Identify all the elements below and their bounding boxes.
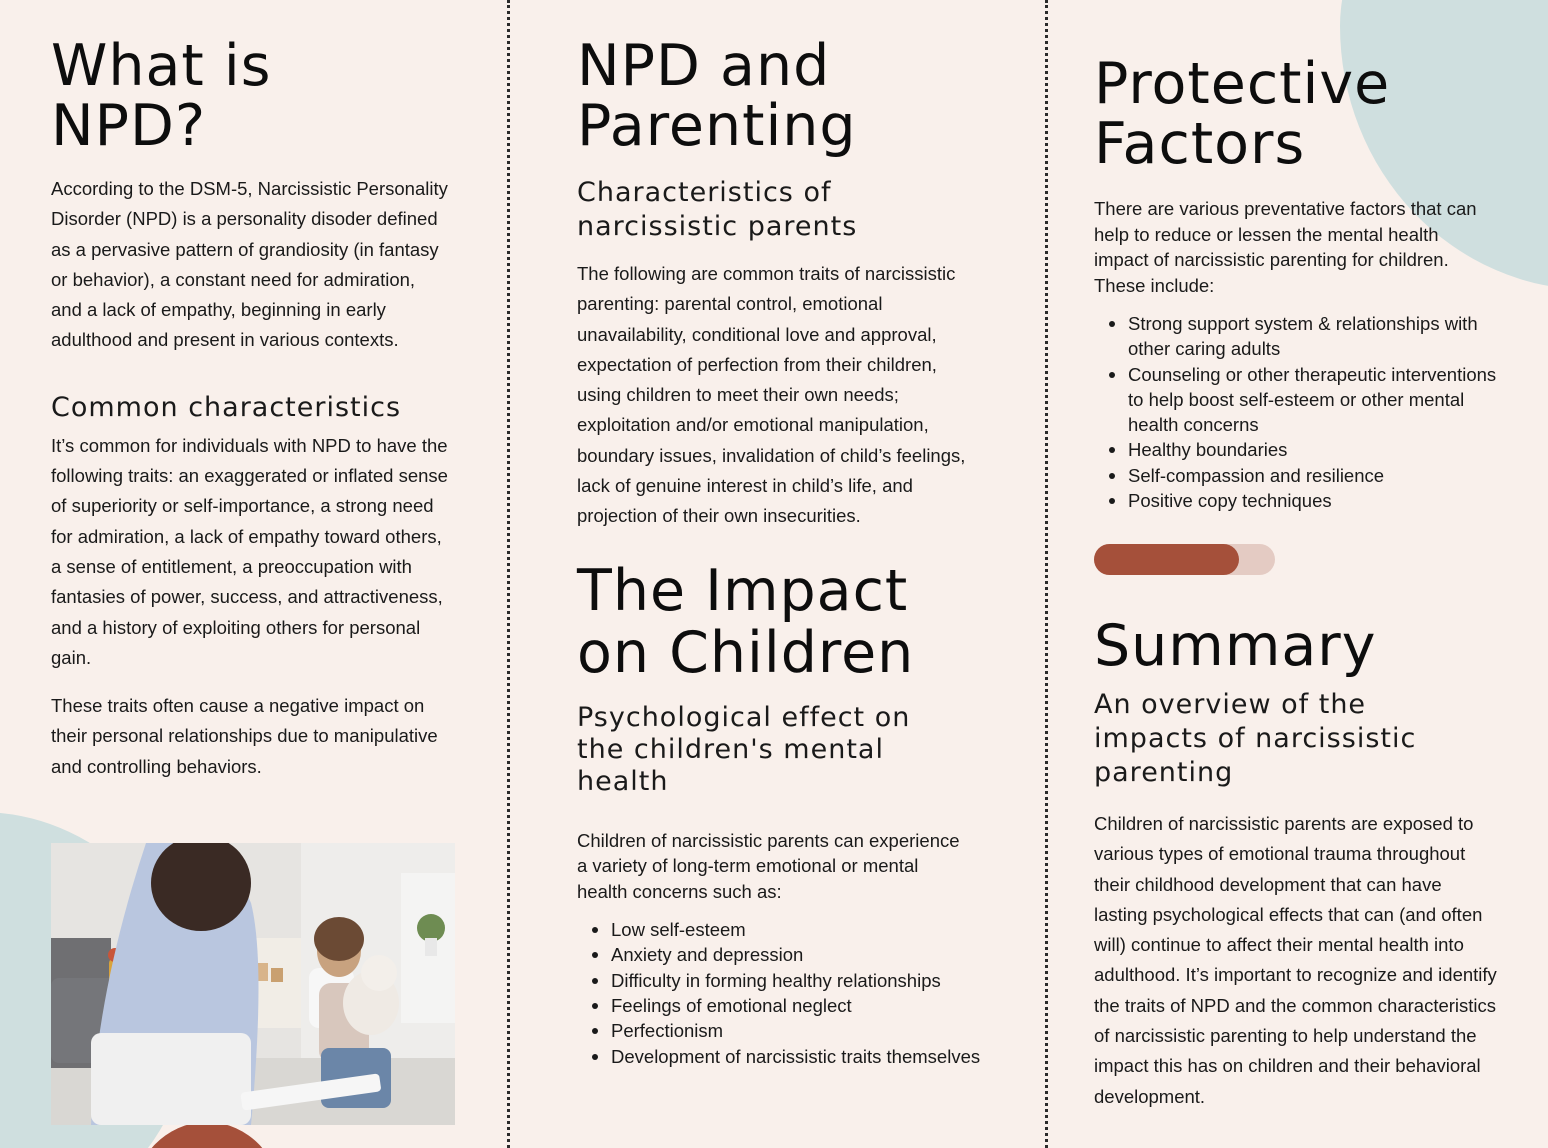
npd-and-parenting-heading: NPD and Parenting: [577, 33, 857, 159]
bullet-icon: [592, 1028, 598, 1034]
protective-factor-list-item: [1094, 437, 1499, 462]
concern-list-item-text: Low self-esteem: [611, 919, 746, 941]
summary-body-text: Children of narcissistic parents are exposed to various types of emotional trauma throughout their childhood development that can have lasting psychological effects that can (and often will) continue to affect their mental health into adulthood. It’s important to recognize and identify the traits of NPD and the common characteristics of narcissistic parenting to help understand the impact this has on children and their behavioral development.: [1094, 813, 1497, 1107]
concern-list-item: [577, 942, 982, 967]
concern-list-item: [577, 968, 982, 993]
concern-list-item-text: Difficulty in forming healthy relationships: [611, 969, 941, 991]
bullet-icon: [1109, 372, 1115, 378]
impact-on-children-heading: The Impact on Children: [577, 557, 915, 686]
summary-subheading: An overview of the impacts of narcissistic parenting: [1094, 689, 1417, 788]
bullet-icon: [592, 1054, 598, 1060]
npd-relationship-impact-text: These traits often cause a negative impact on their personal relationships due to manipulative and controlling behaviors.: [51, 695, 438, 777]
bullet-icon: [1109, 447, 1115, 453]
concern-list-item: [577, 917, 982, 942]
concern-list-item-text: Anxiety and depression: [611, 944, 804, 966]
protective-factors-heading: Protective Factors: [1094, 51, 1391, 177]
protective-factor-list-item: [1094, 463, 1499, 488]
concern-list-item: [577, 1044, 982, 1069]
mental-health-concerns-list: [577, 917, 982, 1069]
npd-definition-text: According to the DSM-5, Narcissistic Personality Disorder (NPD) is a personality disoder defined as a pervasive pattern of grandiosity (in fantasy or behavior), a constant need for admiration, and a lack of empathy, beginning in early adulthood and present in various contexts.: [51, 178, 448, 351]
therapy-session-illustration: [51, 843, 455, 1125]
protective-factor-list-item: [1094, 362, 1499, 438]
narcissistic-parents-subheading: Characteristics of narcissistic parents: [577, 177, 858, 242]
protective-factor-list-item-text: Healthy boundaries: [1128, 439, 1288, 461]
summary-heading: Summary: [1094, 613, 1377, 679]
concern-list-item-text: Perfectionism: [611, 1020, 724, 1042]
bullet-icon: [1109, 321, 1115, 327]
protective-factor-list-item-text: Positive copy techniques: [1128, 490, 1332, 512]
bullet-icon: [592, 952, 598, 958]
mental-health-intro-text: Children of narcissistic parents can experience a variety of long-term emotional or mental health concerns such as:: [577, 829, 960, 902]
protective-factor-list-item-text: Self-compassion and resilience: [1128, 464, 1385, 486]
npd-traits-text: It’s common for individuals with NPD to have the following traits: an exaggerated or inflated sense of superiority or self-importance, a strong need for admiration, a lack of empathy toward others, a sense of entitlement, a preoccupation with fantasies of power, success, and attractiveness, and a history of exploiting others for personal gain.: [51, 434, 448, 668]
column-divider-1: [507, 0, 510, 1148]
concern-list-item-text: Development of narcissistic traits themselves: [611, 1045, 981, 1067]
concern-list-item: [577, 993, 982, 1018]
what-is-npd-heading: What is NPD?: [51, 33, 272, 159]
therapy-session-photo: [51, 843, 455, 1125]
summary-section: [1094, 613, 1504, 1112]
protective-factor-list-item-text: Strong support system & relationships with other caring adults: [1128, 313, 1478, 360]
bullet-icon: [592, 1003, 598, 1009]
common-characteristics-subheading: Common characteristics: [51, 391, 402, 423]
protective-factor-list-item-text: Counseling or other therapeutic interventions to help boost self-esteem or other mental health concerns: [1128, 363, 1497, 436]
column-npd-and-parenting: [577, 33, 987, 1069]
bullet-icon: [1109, 473, 1115, 479]
parenting-traits-text: The following are common traits of narcissistic parenting: parental control, emotional unavailability, conditional love and approval, expectation of perfection from their children, using children to meet their own needs; exploitation and/or emotional manipulation, boundary issues, invalidation of child’s feelings, lack of genuine interest in child’s life, and projection of their own insecurities.: [577, 263, 966, 527]
column-what-is-npd: [51, 33, 471, 782]
concern-list-item: [577, 1018, 982, 1043]
psychological-effect-subheading: Psychological effect on the children's mental health: [577, 701, 911, 797]
bullet-icon: [1109, 498, 1115, 504]
protective-factor-list-item: [1094, 488, 1499, 513]
bullet-icon: [592, 978, 598, 984]
progress-bar-fill: [1094, 544, 1239, 575]
protective-factors-intro-text: There are various preventative factors that can help to reduce or lessen the mental health impact of narcissistic parenting for children. These include:: [1094, 198, 1477, 296]
concern-list-item-text: Feelings of emotional neglect: [611, 995, 852, 1017]
column-protective-factors: [1094, 51, 1504, 513]
bullet-icon: [592, 927, 598, 933]
protective-factors-list: [1094, 311, 1499, 513]
protective-factor-list-item: [1094, 311, 1499, 362]
column-divider-2: [1045, 0, 1048, 1148]
progress-bar: [1094, 544, 1275, 575]
